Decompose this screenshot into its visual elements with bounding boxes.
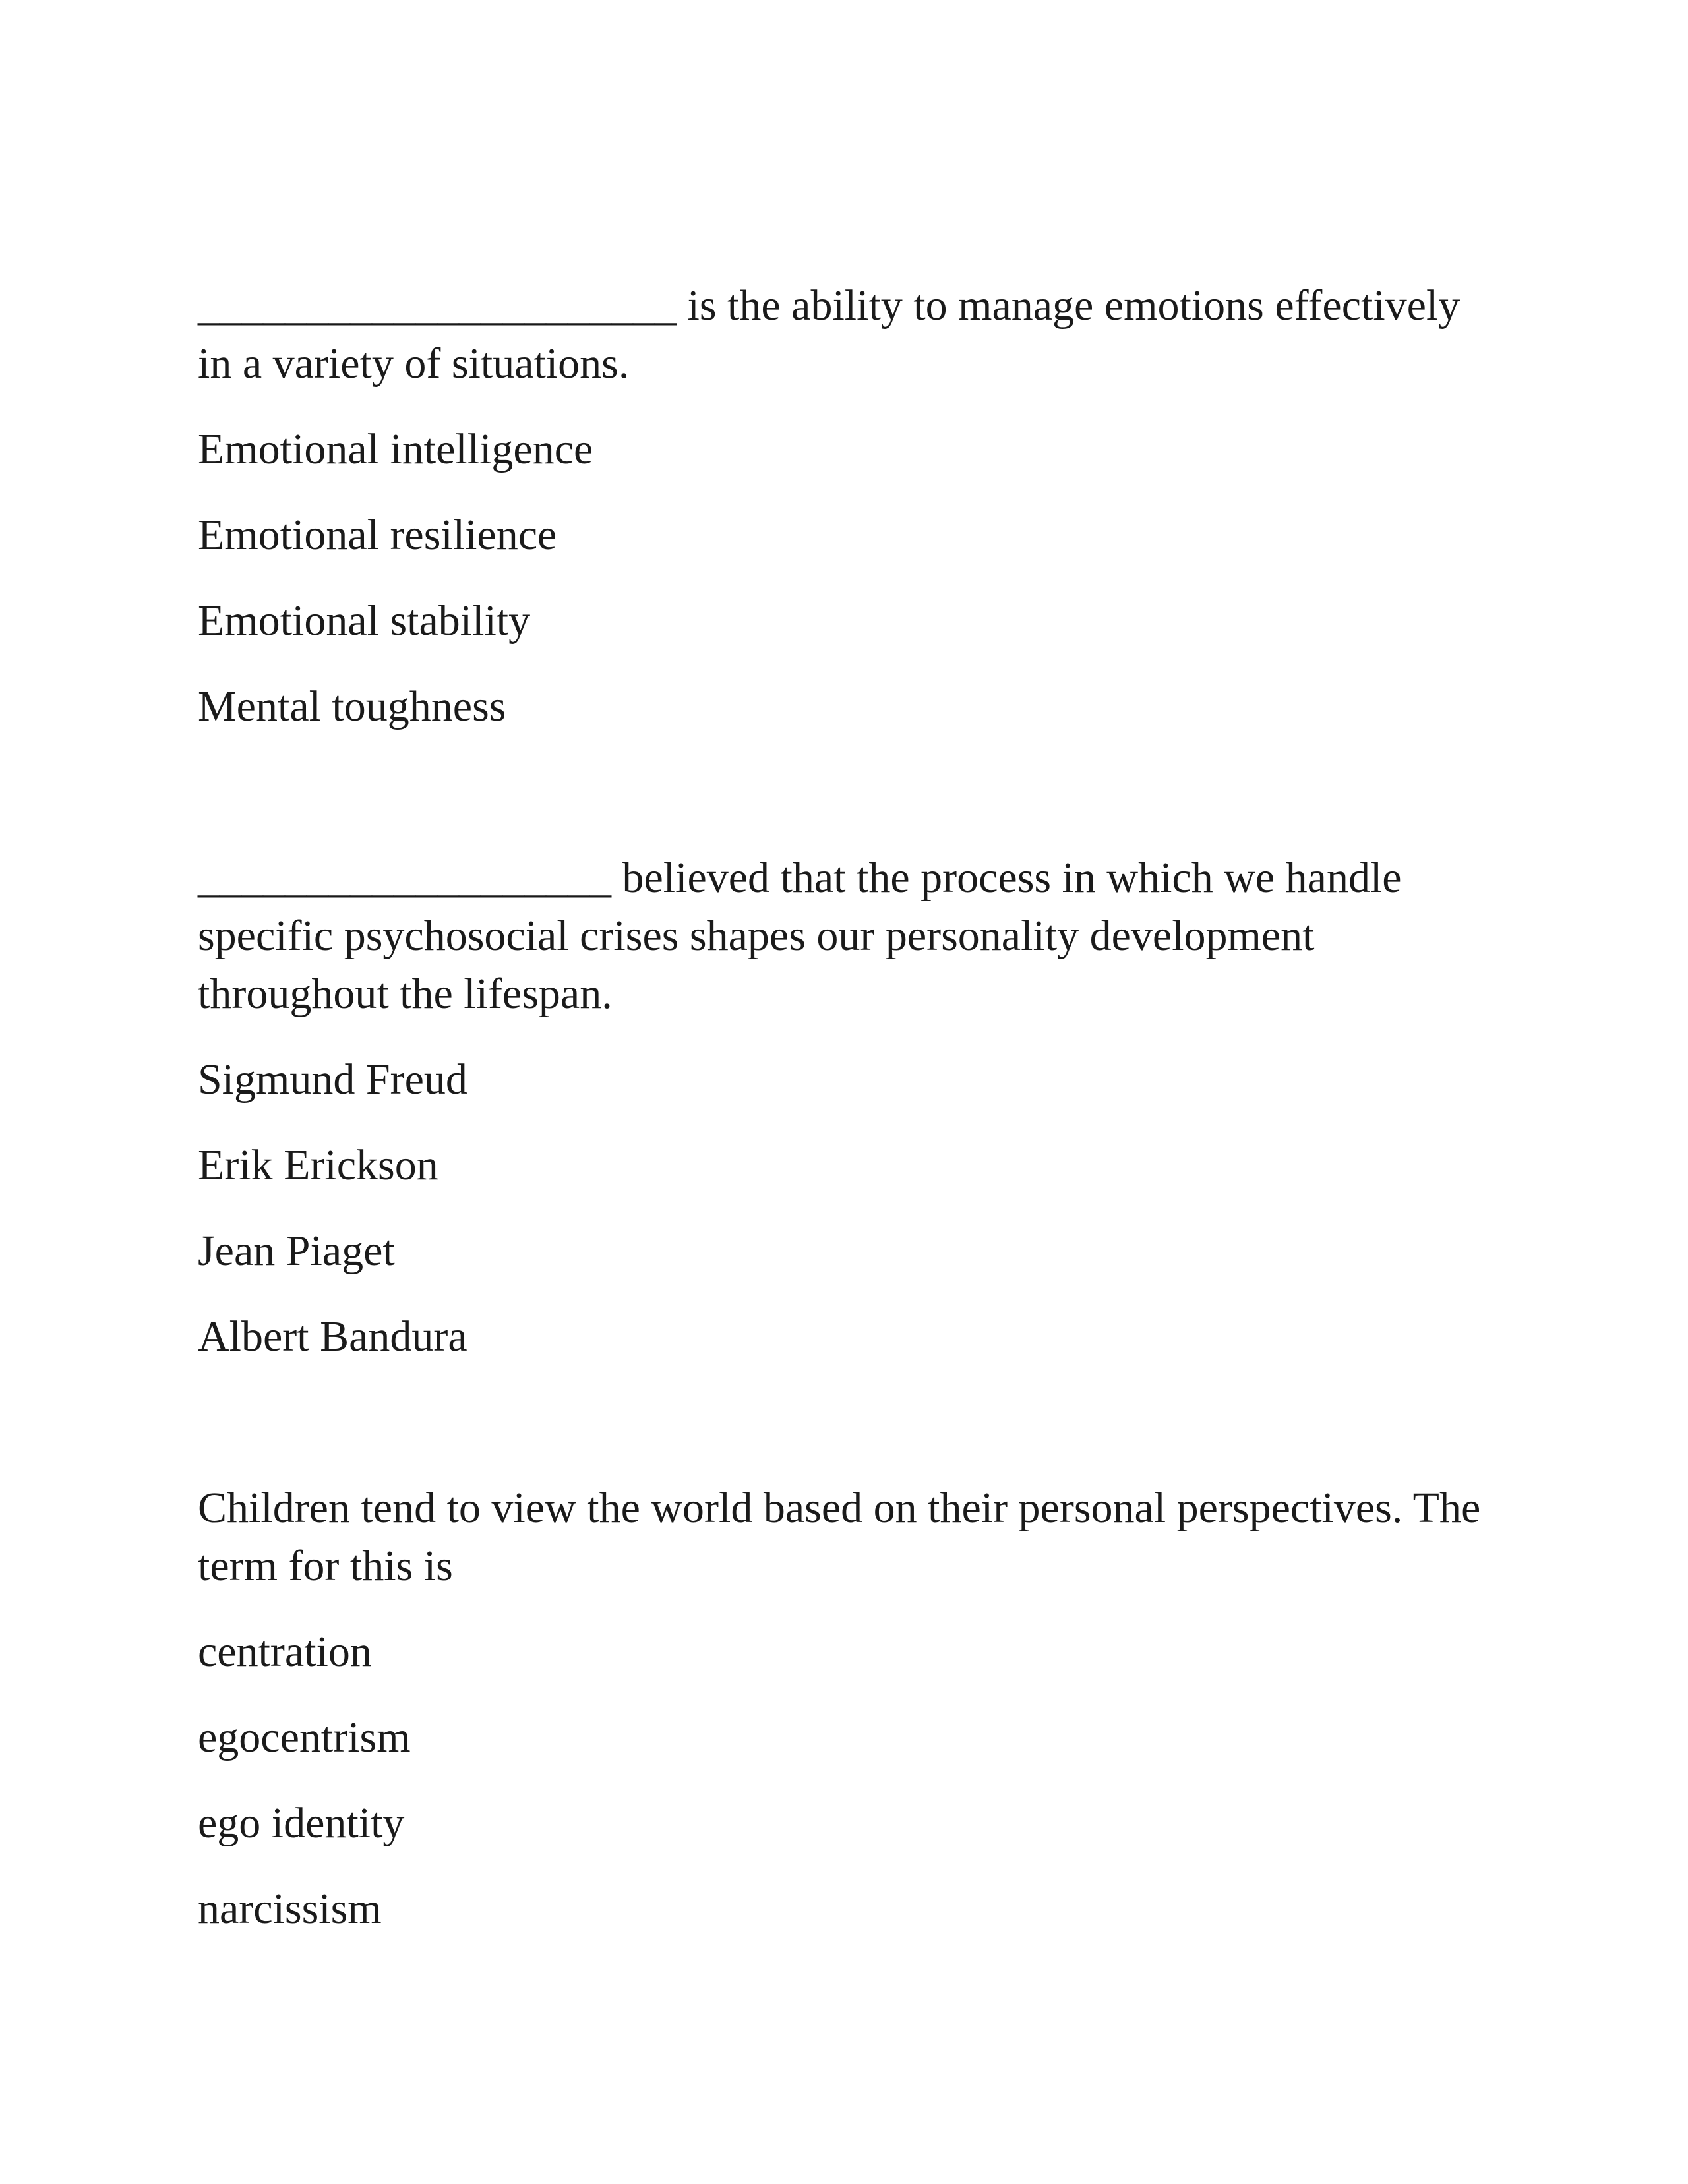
answer-option: Albert Bandura [198, 1313, 467, 1361]
question-1 [198, 277, 1490, 736]
answer-options [198, 1051, 1490, 1366]
question-3 [198, 1479, 1490, 1938]
answer-option: Jean Piaget [198, 1227, 395, 1275]
question-stem: ___________________ believed that the process in which we handle specific psychosocial crises shapes our personality development throughout the lifespan. [198, 854, 1402, 1018]
answer-option: Erik Erickson [198, 1141, 438, 1189]
question-2 [198, 849, 1490, 1366]
answer-option: Mental toughness [198, 682, 506, 730]
answer-option: Emotional stability [198, 597, 531, 645]
answer-option: Sigmund Freud [198, 1055, 467, 1104]
question-stem: ______________________ is the ability to manage emotions effectively in a variety of situations. [198, 281, 1461, 388]
answer-option: Emotional intelligence [198, 425, 593, 473]
answer-option: Emotional resilience [198, 511, 557, 559]
answer-option: egocentrism [198, 1713, 411, 1761]
answer-options [198, 421, 1490, 736]
answer-option: narcissism [198, 1885, 382, 1933]
document-page [198, 277, 1490, 1938]
question-stem: Children tend to view the world based on their personal perspectives. The term for this is [198, 1484, 1481, 1590]
answer-option: ego identity [198, 1799, 405, 1847]
answer-option: centration [198, 1628, 372, 1676]
answer-options [198, 1623, 1490, 1938]
